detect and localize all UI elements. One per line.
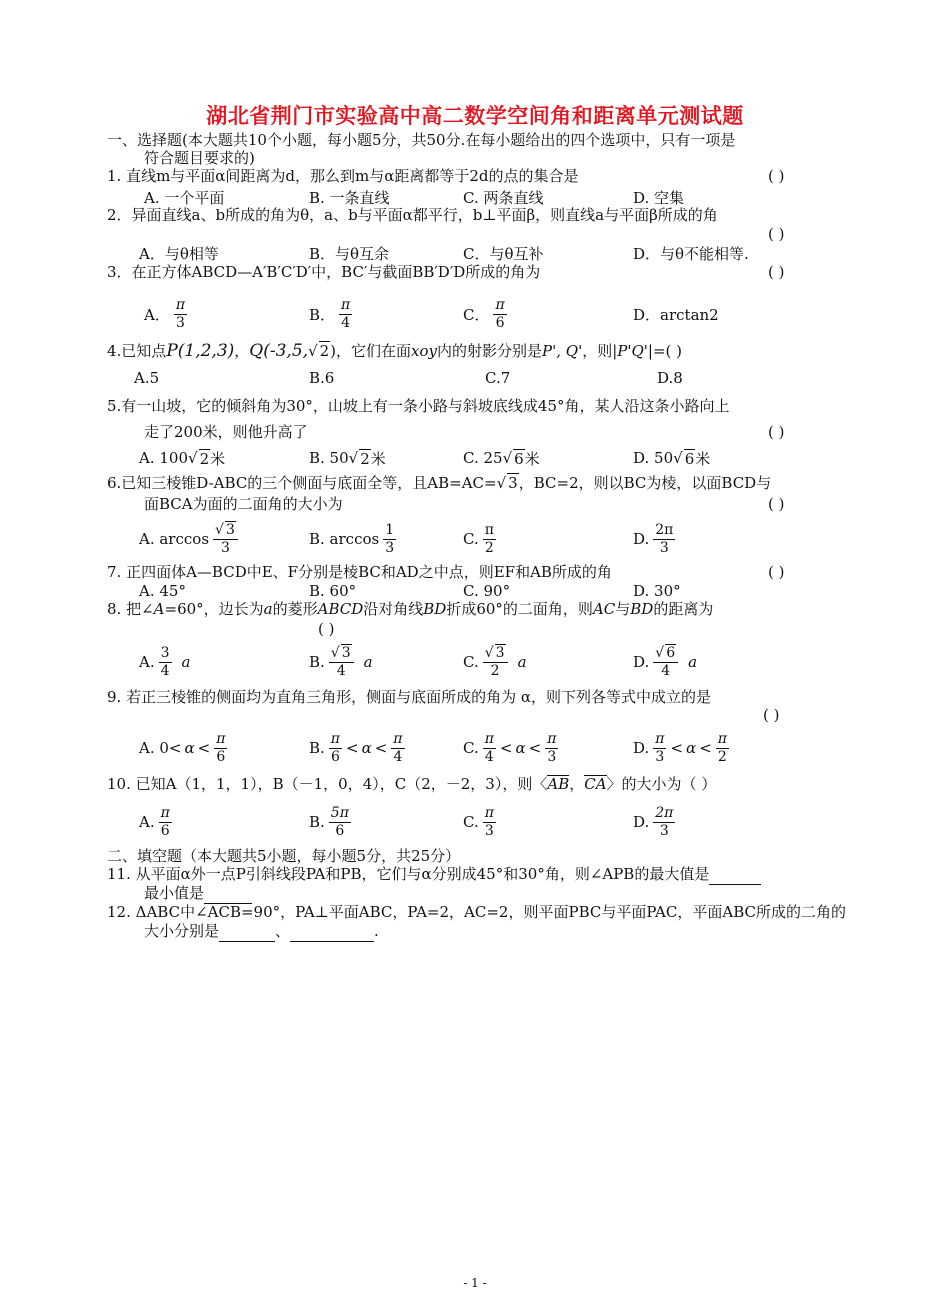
q8-option-d: D. $\frac{√ 6}{4}$ a: [633, 645, 698, 679]
q5-option-a: A. 100 √ 2 米: [139, 449, 226, 468]
q6-option-c: C. $\frac{\pi}{2}$: [463, 521, 494, 556]
q9-option-b: B. $\frac{\pi}{6}$ < α < $\frac{\pi}{4}$: [309, 730, 403, 765]
q5-option-d: D. 50 √ 6 米: [633, 449, 711, 468]
answer-bracket: ( ): [768, 263, 785, 281]
answer-bracket: ( ): [768, 563, 785, 581]
answer-bracket: ( ): [768, 423, 785, 441]
q5-option-b: B. 50 √ 2 米: [309, 449, 386, 468]
q7-option-b: B. 60°: [309, 582, 357, 600]
q7-option-d: D. 30°: [633, 582, 681, 600]
vector-ab: AB: [547, 775, 570, 793]
page-number: - 1 -: [463, 1276, 487, 1290]
section-2-heading: 二、填空题（本大题共5小题，每小题5分，共25分）: [107, 847, 461, 865]
answer-bracket: ( ): [768, 495, 785, 513]
question-11-stem-cont: 最小值是: [144, 884, 892, 904]
question-8-stem: 8. 把∠A=60°，边长为a的菱形ABCD沿对角线BD折成60°的二面角，则AC与BD的距离为: [107, 600, 714, 618]
q3-option-c: C． $\frac{\pi}{6}$: [463, 296, 505, 331]
fraction: $\frac{√ 6}{4}$: [653, 644, 678, 680]
q10-option-d: D. $\frac{2\pi}{3}$: [633, 804, 674, 839]
fraction: $\frac{√ 3}{3}$: [213, 521, 238, 557]
q3-option-b: B． $\frac{\pi}{4}$: [309, 296, 351, 331]
q1-option-c: C. 两条直线: [463, 188, 544, 207]
fraction: $\frac{5\pi}{6}$: [330, 804, 349, 839]
fraction: $\frac{\pi}{4}$: [393, 730, 403, 765]
fraction: $\frac{\pi}{6}$: [216, 730, 226, 765]
answer-bracket: ( ): [768, 225, 785, 243]
fraction: $\frac{3}{4}$: [160, 644, 170, 679]
fraction: $\frac{\pi}{4}$: [484, 730, 494, 765]
section-1-heading-cont: 符合题目要求的): [144, 149, 255, 167]
q3-option-d: D．arctan2: [633, 305, 719, 324]
answer-bracket: ( ): [763, 706, 780, 724]
question-5-stem-cont: 走了200米，则他升高了: [144, 423, 308, 441]
q1-option-b: B. 一条直线: [309, 188, 390, 207]
q6-option-a: A. arccos $\frac{√ 3}{3}$: [139, 517, 242, 561]
fraction: $\frac{\pi}{3}$: [655, 730, 665, 765]
q9-option-c: C. $\frac{\pi}{4}$ < α < $\frac{\pi}{3}$: [463, 730, 557, 765]
fraction: $\frac{\pi}{2}$: [717, 730, 727, 765]
q4-option-d: D.8: [657, 369, 683, 387]
question-4-stem: 4.已知点P(1,2,3)，Q(-3,5,√ 2)，它们在面xoy内的射影分别是P', Q'，则|P'Q'|=( ): [107, 341, 683, 361]
fraction: $\frac{√ 3}{2}$: [483, 644, 508, 680]
fraction: $\frac{\pi}{3}$: [547, 730, 557, 765]
question-5-stem: 5.有一山坡，它的倾斜角为30°，山坡上有一条小路与斜坡底线成45°角，某人沿这条小路向上: [107, 397, 730, 415]
answer-bracket: ( ): [318, 620, 335, 638]
q9-option-d: D. $\frac{\pi}{3}$ < α < $\frac{\pi}{2}$: [633, 730, 727, 765]
q10-option-b: B. $\frac{5\pi}{6}$: [309, 804, 349, 839]
q4-option-b: B.6: [309, 369, 335, 387]
question-2-stem: 2．异面直线a、b所成的角为θ，a、b与平面α都平行，b⊥平面β，则直线a与平面β所成的角: [107, 206, 718, 224]
fraction: $\frac{√ 3}{4}$: [329, 644, 354, 680]
q9-option-a: A. 0< α < $\frac{\pi}{6}$: [139, 730, 226, 765]
fraction: $\frac{\pi}{6}$: [160, 804, 170, 839]
fraction: $\frac{2\pi}{3}$: [655, 804, 674, 839]
q4-option-c: C.7: [485, 369, 511, 387]
fraction: $\frac{2\pi}{3}$: [655, 521, 674, 556]
q3-option-a: A． $\frac{\pi}{3}$: [144, 296, 186, 331]
q2-option-a: A．与θ相等: [139, 244, 219, 263]
fraction: $\frac{1}{3}$: [385, 521, 395, 556]
q4-option-a: A.5: [134, 369, 160, 387]
q6-option-b: B. arccos $\frac{1}{3}$: [309, 521, 395, 556]
fraction: $\frac{\pi}{3}$: [484, 804, 494, 839]
q7-option-c: C. 90°: [463, 582, 511, 600]
q2-option-c: C．与θ互补: [463, 244, 544, 263]
question-12-stem-cont: 大小分别是 、 .: [144, 922, 379, 940]
q10-option-c: C. $\frac{\pi}{3}$: [463, 804, 494, 839]
q8-option-c: C. $\frac{√ 3}{2}$ a: [463, 645, 527, 679]
fraction: $\frac{\pi}{6}$: [495, 296, 505, 331]
q5-option-c: C. 25 √ 6 米: [463, 449, 540, 468]
question-3-stem: 3．在正方体ABCD—A′B′C′D′中，BC′与截面BB′D′D所成的角为: [107, 263, 541, 281]
q2-option-b: B．与θ互余: [309, 244, 390, 263]
question-9-stem: 9. 若正三棱锥的侧面均为直角三角形，侧面与底面所成的角为 α，则下列各等式中成立的是: [107, 688, 711, 706]
question-12-stem: 12. ΔABC中∠ACB=90°，PA⊥平面ABC，PA=2，AC=2，则平面PBC与平面PAC，平面ABC所成的二角的: [107, 903, 846, 921]
q1-option-d: D. 空集: [633, 188, 685, 207]
fraction: $\frac{\pi}{6}$: [330, 730, 340, 765]
question-6-stem: 6.已知三棱锥D-ABC的三个侧面与底面全等，且AB=AC=√ 3，BC=2，则以BC为棱，以面BCD与: [107, 474, 772, 492]
q8-option-b: B. $\frac{√ 3}{4}$ a: [309, 645, 373, 679]
section-1-heading: 一、选择题(本大题共10个小题，每小题5分，共50分.在每小题给出的四个选项中，只有一项是: [107, 131, 736, 149]
page-title: 湖北省荆门市实验高中高二数学空间角和距离单元测试题: [206, 104, 744, 128]
q6-option-d: D. $\frac{2\pi}{3}$: [633, 521, 674, 556]
q10-option-a: A. $\frac{\pi}{6}$: [139, 804, 170, 839]
question-11-stem: 11. 从平面α外一点P引斜线段PA和PB，它们与α分别成45°和30°角，则∠APB的最大值是: [107, 865, 855, 885]
q1-option-a: A. 一个平面: [144, 188, 225, 207]
question-10-stem: 10. 已知A（1，1，1），B（－1，0，4），C（2，－2，3），则〈AB，CA〉的大小为（ ）: [107, 775, 717, 793]
question-1-stem: 1. 直线m与平面α间距离为d，那么到m与α距离都等于2d的点的集合是: [107, 167, 579, 185]
question-7-stem: 7. 正四面体A—BCD中E、F分别是棱BC和AD之中点，则EF和AB所成的角: [107, 563, 612, 581]
vector-ca: CA: [584, 775, 607, 793]
q7-option-a: A. 45°: [139, 582, 186, 600]
answer-bracket: ( ): [768, 167, 785, 185]
fraction: $\frac{\pi}{4}$: [341, 296, 351, 331]
fraction: $\frac{\pi}{3}$: [175, 296, 186, 331]
question-6-stem-cont: 面BCA为面的二面角的大小为: [144, 495, 343, 513]
fraction: $\frac{\pi}{2}$: [484, 521, 494, 556]
q2-option-d: D．与θ不能相等.: [633, 244, 749, 263]
q8-option-a: A. $\frac{3}{4}$ a: [139, 644, 191, 679]
